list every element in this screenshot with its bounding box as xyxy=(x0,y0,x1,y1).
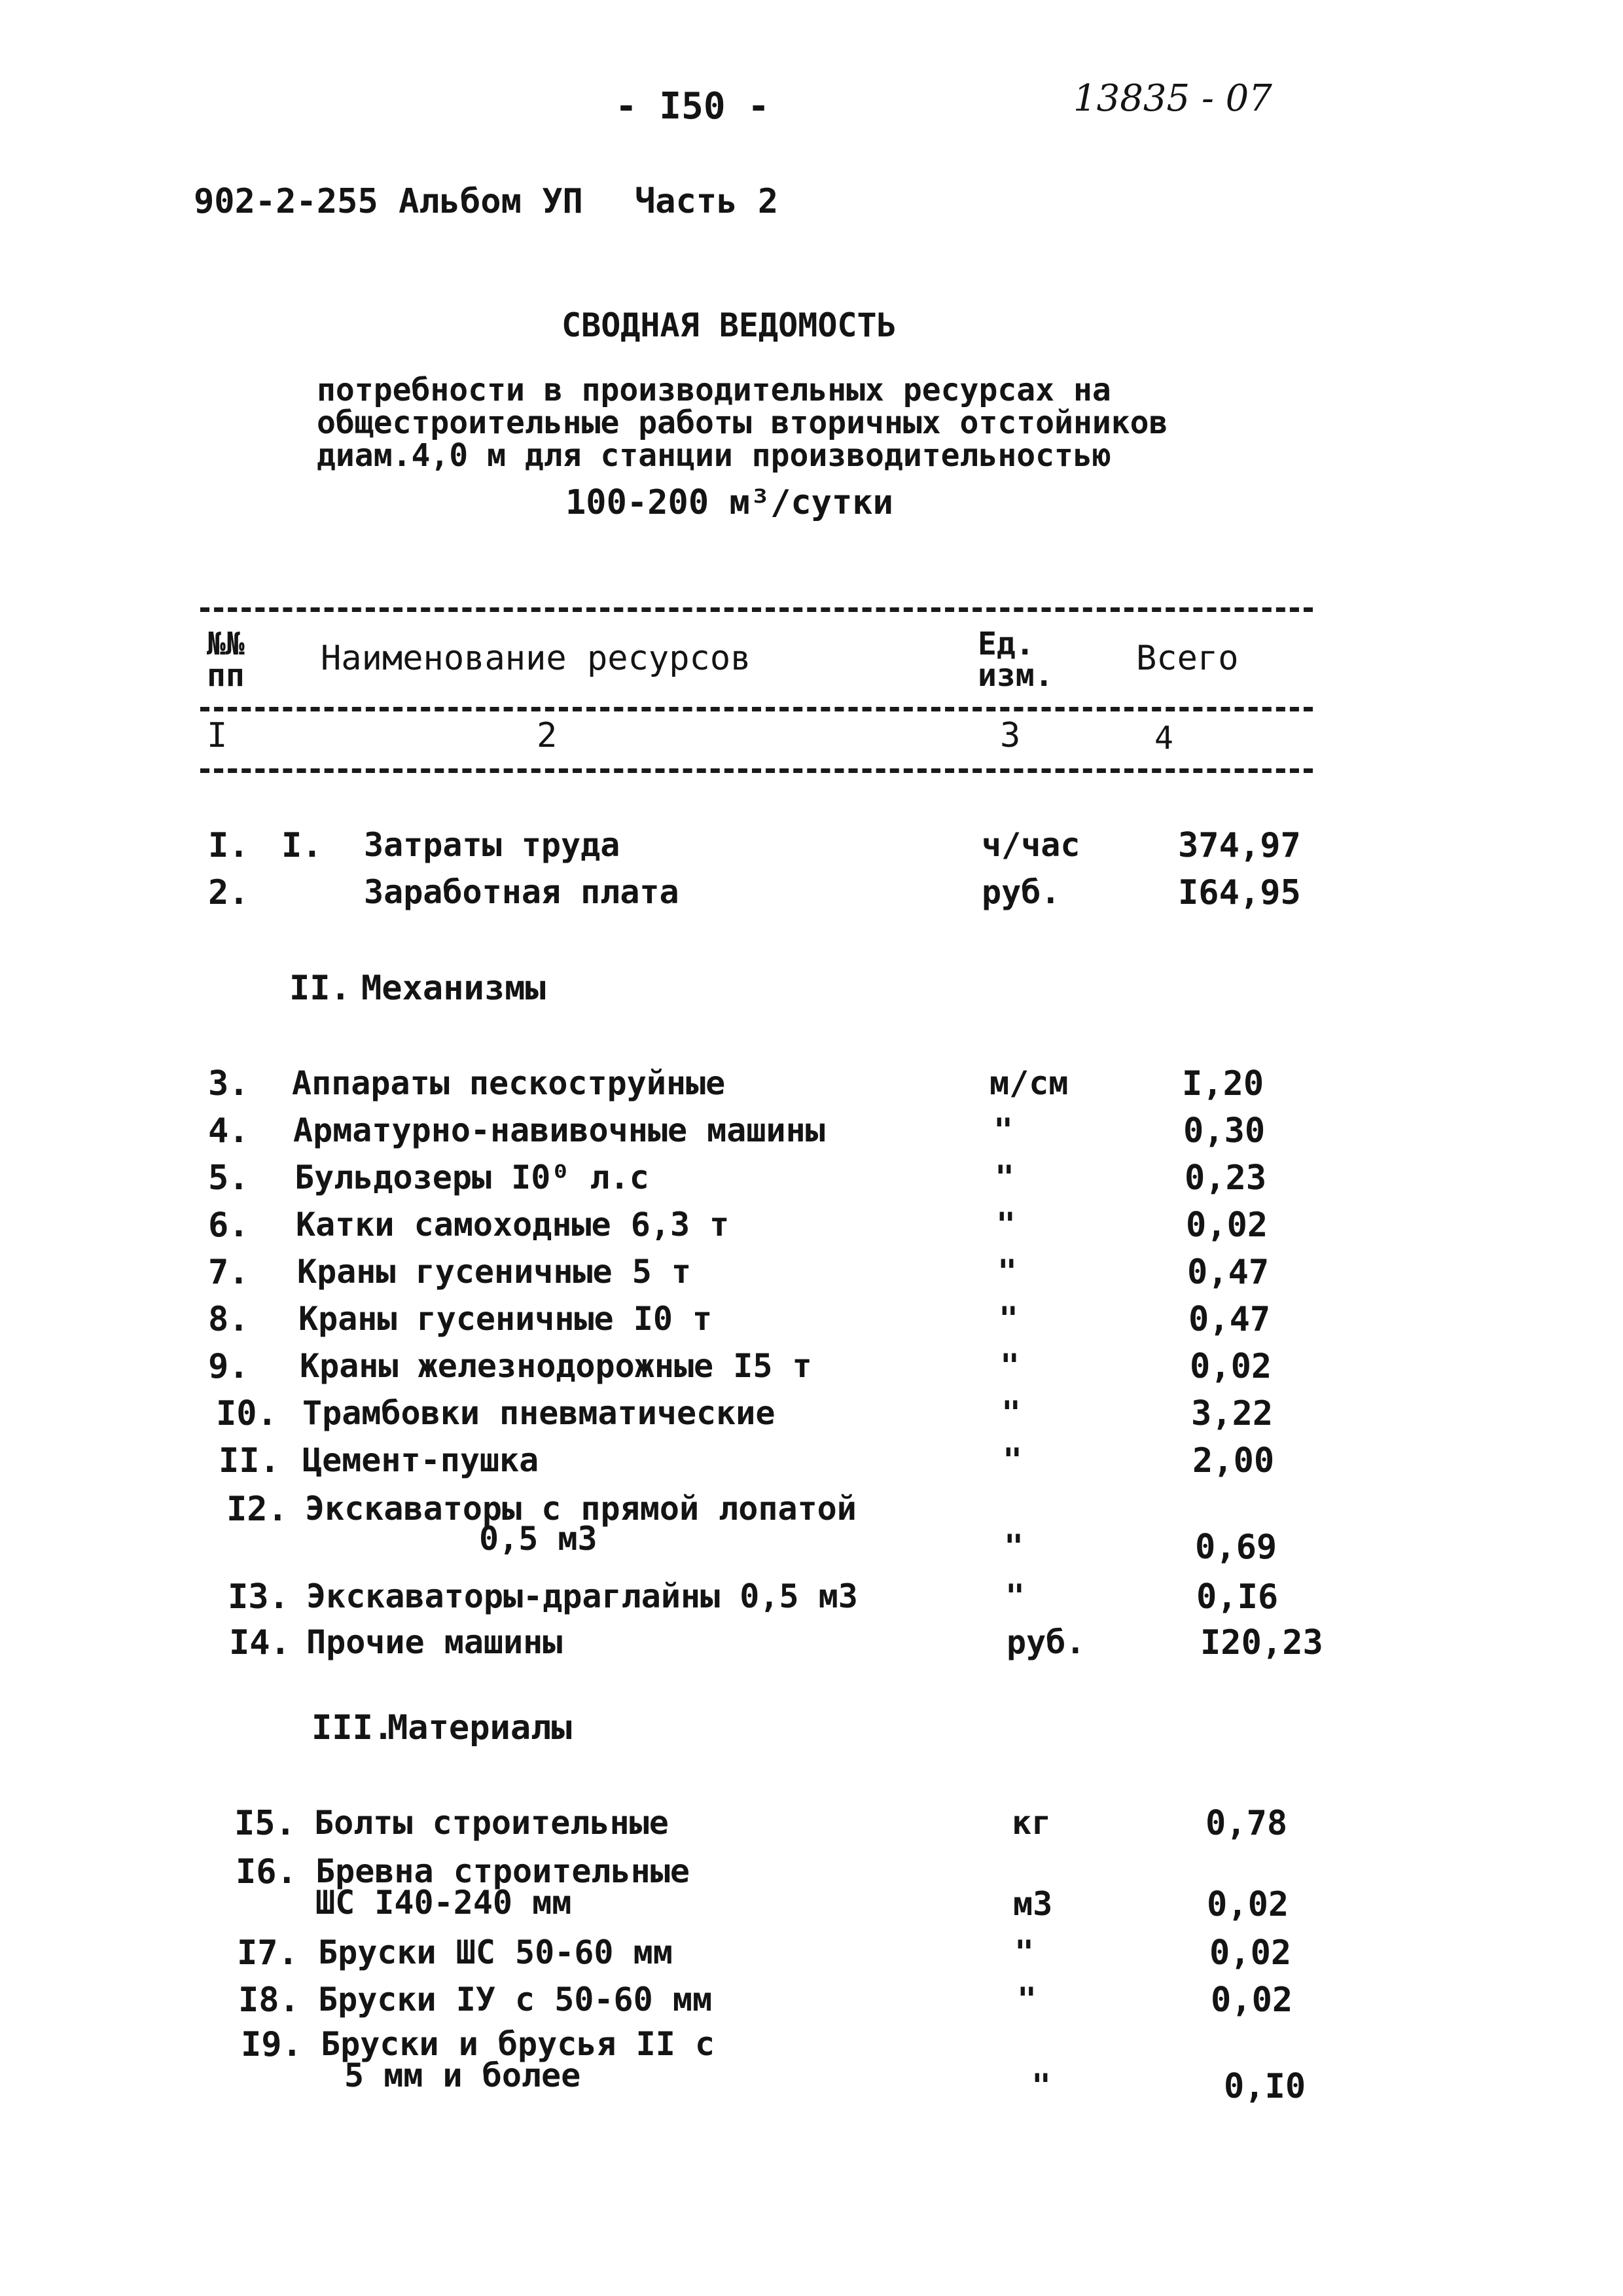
section-heading-materials xyxy=(312,1708,572,1748)
resource-name: Экскаваторы-драглайны 0,5 м3 xyxy=(306,1577,858,1615)
unit: " xyxy=(1000,1347,1020,1385)
page-number: - I50 - xyxy=(615,85,770,128)
row-number: 6. xyxy=(208,1206,249,1245)
total-value: 0,47 xyxy=(1187,1253,1270,1292)
resource-name-continued: 5 мм и более xyxy=(344,2056,581,2094)
total-value: 0,23 xyxy=(1185,1158,1267,1198)
table-row xyxy=(0,1933,1623,1981)
total-value: 0,02 xyxy=(1190,1347,1272,1386)
resource-name: Трамбовки пневматические xyxy=(302,1394,776,1432)
table-row xyxy=(0,1111,1623,1158)
resource-name: Бруски ШС 50-60 мм xyxy=(318,1933,673,1971)
row-number: I0. xyxy=(216,1394,277,1433)
table-header-rule xyxy=(200,707,1313,711)
unit: " xyxy=(1014,1933,1035,1971)
column-number-4: 4 xyxy=(1154,720,1173,757)
unit: ч/час xyxy=(982,826,1080,864)
row-number: I9. xyxy=(241,2025,302,2064)
resource-name: Краны гусеничные 5 т xyxy=(297,1253,692,1291)
project-reference: 902-2-255 Альбом УП xyxy=(194,182,583,221)
unit: " xyxy=(1003,1441,1023,1479)
resource-name: Бревна строительные xyxy=(315,1852,690,1890)
table-row xyxy=(0,1852,1623,1937)
section-heading-mechanisms xyxy=(289,969,546,1008)
table-columns-rule xyxy=(200,768,1313,773)
table-row xyxy=(0,1804,1623,1851)
table-row xyxy=(0,1206,1623,1253)
column-number-2: 2 xyxy=(537,716,558,755)
resource-name: Болты строительные xyxy=(314,1804,669,1842)
unit: " xyxy=(993,1111,1014,1149)
column-header-number-line1: №№ xyxy=(207,626,245,662)
table-row xyxy=(0,1394,1623,1441)
total-value: I,20 xyxy=(1182,1064,1264,1103)
table-row xyxy=(0,1577,1623,1624)
table-row xyxy=(0,1158,1623,1206)
table-row xyxy=(0,1064,1623,1111)
table-row xyxy=(0,1490,1623,1575)
unit: м/см xyxy=(990,1064,1069,1102)
column-header-total: Всего xyxy=(1136,639,1239,678)
total-value: 0,30 xyxy=(1183,1111,1266,1151)
section-number: III. xyxy=(312,1708,394,1748)
resource-name: Аппараты пескоструйные xyxy=(292,1064,726,1102)
resource-name: Прочие машины xyxy=(306,1623,563,1661)
total-value: 0,I0 xyxy=(1224,2067,1306,2106)
row-number: I3. xyxy=(228,1577,289,1617)
column-header-unit-line2: изм. xyxy=(978,657,1054,694)
resource-name: Бульдозеры I0⁰ л.с xyxy=(294,1158,649,1196)
row-number: 8. xyxy=(208,1300,249,1339)
row-number: II. xyxy=(219,1441,280,1480)
total-value: 0,02 xyxy=(1186,1206,1268,1245)
resource-name: Затраты труда xyxy=(364,826,620,864)
resource-name-continued: 0,5 м3 xyxy=(479,1520,597,1558)
row-number: 2. xyxy=(208,873,249,912)
row-number: 9. xyxy=(208,1347,249,1386)
column-header-name: Наименование ресурсов xyxy=(321,639,751,678)
total-value: 0,02 xyxy=(1207,1885,1289,1924)
table-row xyxy=(0,1253,1623,1300)
title-line-2: общестроительные работы вторичных отстойников xyxy=(317,404,1168,441)
row-number: I5. xyxy=(234,1804,296,1843)
column-number-1: I xyxy=(207,716,228,755)
unit: " xyxy=(1001,1394,1022,1432)
row-number: I. xyxy=(208,826,249,865)
row-number: 5. xyxy=(208,1158,249,1198)
total-value: I64,95 xyxy=(1178,873,1301,912)
unit: " xyxy=(1017,1981,1037,2018)
unit: " xyxy=(1005,1577,1026,1615)
document-heading: СВОДНАЯ ВЕДОМОСТЬ xyxy=(562,306,897,344)
table-row xyxy=(0,1441,1623,1488)
table-row xyxy=(0,826,1623,873)
unit: " xyxy=(1004,1528,1024,1566)
column-header-number-line2: пп xyxy=(207,657,245,694)
row-number: I2. xyxy=(226,1490,288,1529)
unit: " xyxy=(995,1158,1015,1196)
total-value: I20,23 xyxy=(1200,1623,1323,1662)
section-number: I. xyxy=(281,826,323,865)
total-value: 0,78 xyxy=(1205,1804,1288,1843)
row-number: I6. xyxy=(236,1852,297,1892)
total-value: 0,02 xyxy=(1209,1933,1292,1973)
section-title: Материалы xyxy=(387,1708,572,1748)
unit: руб. xyxy=(1007,1623,1086,1661)
unit: " xyxy=(999,1300,1019,1338)
total-value: 0,47 xyxy=(1188,1300,1271,1339)
resource-name: Краны гусеничные I0 т xyxy=(298,1300,713,1338)
table-row xyxy=(0,1347,1623,1394)
unit: кг xyxy=(1012,1804,1052,1842)
row-number: 4. xyxy=(208,1111,249,1151)
total-value: 374,97 xyxy=(1178,826,1301,865)
table-row xyxy=(0,1981,1623,2028)
total-value: 2,00 xyxy=(1192,1441,1275,1480)
unit: руб. xyxy=(982,873,1061,911)
resource-name: Краны железнодорожные I5 т xyxy=(300,1347,812,1385)
total-value: 0,I6 xyxy=(1196,1577,1279,1617)
total-value: 3,22 xyxy=(1191,1394,1274,1433)
table-row xyxy=(0,873,1623,920)
row-number: I8. xyxy=(238,1981,300,2020)
total-value: 0,69 xyxy=(1195,1528,1277,1567)
table-row xyxy=(0,1623,1623,1670)
unit: м3 xyxy=(1013,1885,1053,1923)
unit: " xyxy=(996,1206,1016,1244)
resource-name: Бруски и брусья II с xyxy=(321,2025,715,2063)
total-value: 0,02 xyxy=(1211,1981,1293,2020)
row-number: 3. xyxy=(208,1064,249,1103)
document-code: 13835 - 07 xyxy=(1073,77,1272,120)
section-title: Механизмы xyxy=(361,969,546,1008)
resource-name: Экскаваторы с прямой лопатой xyxy=(305,1490,857,1528)
unit: " xyxy=(1031,2067,1052,2105)
title-line-1: потребности в производительных ресурсах на xyxy=(317,372,1111,408)
column-header-unit-line1: Ед. xyxy=(978,626,1035,662)
section-number: II. xyxy=(289,969,351,1008)
table-row xyxy=(0,2025,1623,2117)
resource-name: Цемент-пушка xyxy=(302,1441,539,1479)
table-top-rule xyxy=(200,607,1313,612)
column-number-3: 3 xyxy=(1000,716,1021,755)
resource-name: Катки самоходные 6,3 т xyxy=(296,1206,730,1244)
resource-name: Арматурно-навивочные машины xyxy=(293,1111,825,1149)
resource-name: Заработная плата xyxy=(364,873,679,911)
row-number: I7. xyxy=(237,1933,298,1973)
table-row xyxy=(0,1300,1623,1347)
row-number: 7. xyxy=(208,1253,249,1292)
title-line-3: диам.4,0 м для станции производительностью xyxy=(317,437,1111,474)
unit: " xyxy=(997,1253,1018,1291)
part-label: Часть 2 xyxy=(635,182,779,221)
title-line-4: 100-200 м³/сутки xyxy=(565,483,893,522)
resource-name: Бруски IУ с 50-60 мм xyxy=(318,1981,713,2018)
resource-name-continued: ШС I40-240 мм xyxy=(315,1884,572,1922)
row-number: I4. xyxy=(229,1623,291,1662)
